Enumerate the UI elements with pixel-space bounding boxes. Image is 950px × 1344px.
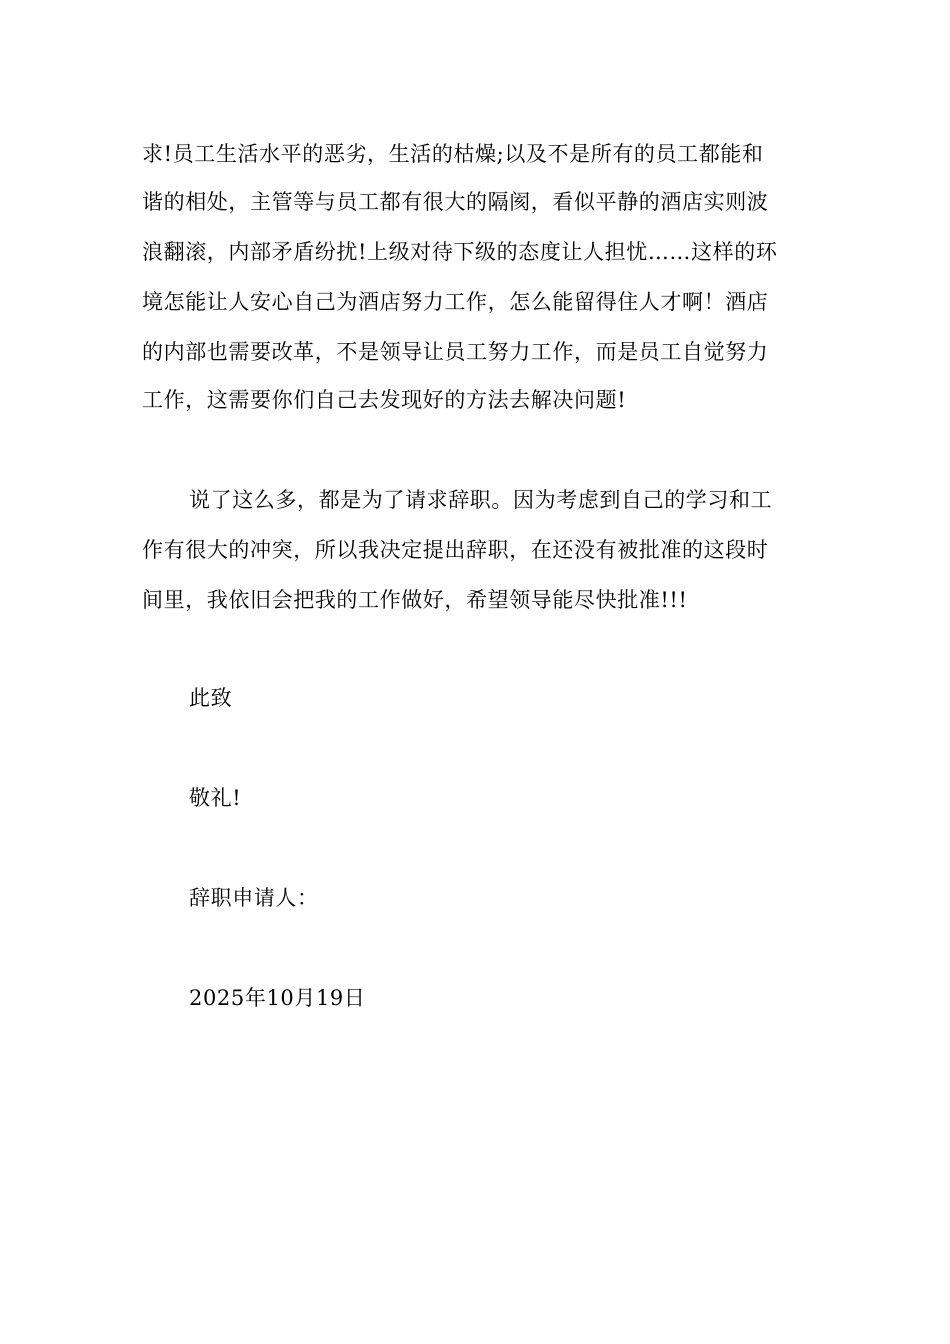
paragraph1-line-4: 境怎能让人安心自己为酒店努力工作，怎么能留得住人才啊！酒店 [142, 290, 769, 314]
paragraph2-line-3: 间里，我依旧会把我的工作做好，希望领导能尽快批准!!! [142, 588, 688, 612]
applicant-label: 辞职申请人： [189, 886, 319, 910]
closing-text: 此致 [189, 686, 233, 710]
paragraph1-line-3: 浪翻滚，内部矛盾纷扰!上级对待下级的态度让人担忧……这样的环 [142, 240, 778, 264]
paragraph1-line-1: 求!员工生活水平的恶劣，生活的枯燥;以及不是所有的员工都能和 [142, 142, 764, 166]
salute-text: 敬礼! [189, 786, 242, 810]
date-text: 2025年10月19日 [189, 986, 366, 1010]
paragraph2-line-2: 作有很大的冲突，所以我决定提出辞职，在还没有被批准的这段时 [142, 538, 769, 562]
paragraph1-line-6: 工作，这需要你们自己去发现好的方法去解决问题! [142, 388, 627, 412]
paragraph1-line-2: 谐的相处，主管等与员工都有很大的隔阂，看似平静的酒店实则波 [142, 190, 769, 214]
paragraph1-line-5: 的内部也需要改革，不是领导让员工努力工作，而是员工自觉努力 [142, 340, 769, 364]
paragraph2-line-1: 说了这么多，都是为了请求辞职。因为考虑到自己的学习和工 [189, 488, 773, 512]
